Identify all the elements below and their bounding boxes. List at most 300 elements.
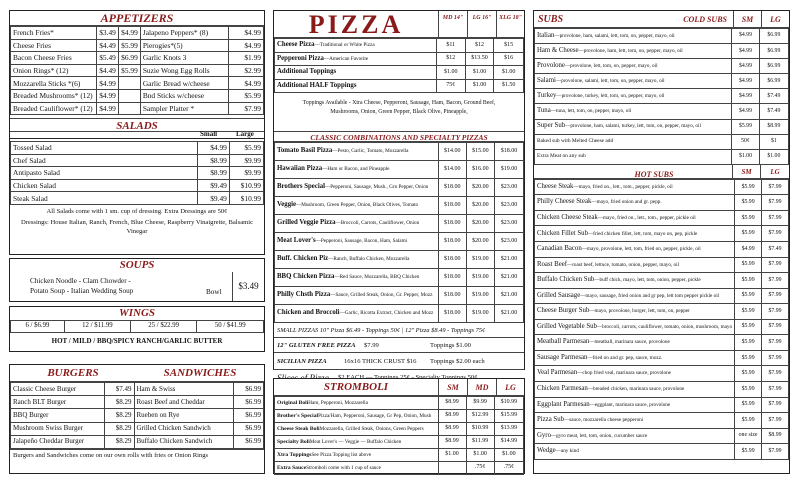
pizza-table (274, 38, 524, 93)
cold-sub-row (535, 89, 789, 104)
combo-row (275, 269, 524, 287)
appetizer-price: $4.99 (96, 77, 118, 90)
hot-sub-row (535, 381, 789, 397)
burgers-title: BURGERS (47, 367, 99, 379)
cold-sub-row-name: Tuna (537, 107, 551, 115)
hot-sub-row-name: Canadian Bacon (537, 245, 582, 253)
pizza-row-desc (275, 79, 437, 93)
combo-row-price: $19.00 (466, 269, 494, 287)
hot-sub-row-detail: —broccoli, carrots, cauliflower, tomato, onion, mushroom, mayo (596, 323, 733, 330)
cold-sub-row (535, 59, 789, 74)
hot-sub-row-detail: —mayo, provolone, burger, lett, tom, on, pepper (589, 308, 690, 315)
stromboli-row-detail: Stromboli come with 1 cup of sauce (306, 464, 381, 471)
salad-price: $9.49 (197, 179, 229, 192)
stromboli-title: STROMBOLI (323, 381, 389, 393)
cold-sub-row-detail: —provolone, ham, salami, turkey, lett, tom, on, pepper, mayo, oil (565, 123, 701, 130)
hot-sub-row-detail: —gyro meat, lett, tom, onion, cucumber sauce (550, 432, 648, 439)
stromboli-row-price: $8.99 (438, 410, 466, 423)
combo-row-name: Chicken and Broccoli (277, 309, 340, 317)
stromboli-col-md: MD (467, 379, 496, 395)
cold-sub-row (535, 74, 789, 89)
hot-sub-row-price: $5.99 (735, 179, 762, 195)
stromboli-row-desc (275, 449, 439, 462)
burger-name: Jalapeño Cheddar Burger (11, 435, 105, 448)
cold-sub-row-detail: —provolone, ham, salami, lett, tom, on, pepper, mayo, oil (554, 32, 675, 39)
combo-row-price: $21.00 (494, 269, 523, 287)
hot-sub-row-desc (535, 242, 735, 258)
pizza-row-price: $11 (436, 39, 465, 53)
combo-row-price: $23.00 (494, 197, 523, 215)
hot-sub-row-price: $5.99 (735, 273, 762, 289)
hot-sub-row-price: $5.99 (735, 350, 762, 366)
subs-col-lg: LG (761, 11, 789, 27)
hot-sub-row-detail: —breaded chicken, marinara sauce, provolone (587, 385, 685, 392)
cold-sub-row-desc (535, 119, 732, 134)
subs-col-sm: SM (733, 11, 761, 27)
burgers-table (10, 382, 264, 449)
hot-sub-row-name: Wedge (537, 447, 556, 455)
sandwich-price: $6.99 (234, 409, 264, 422)
burger-price: $8.29 (104, 435, 134, 448)
stromboli-row (275, 423, 524, 436)
hot-sub-row (535, 444, 789, 460)
appetizer-price: $1.99 (229, 52, 264, 65)
appetizer-price: $4.49 (96, 39, 118, 52)
hot-sub-row-detail: —fried chicken fillet, lett, tom, mayo on, pep, pickle (587, 230, 698, 237)
stromboli-row-price: $8.99 (438, 397, 466, 410)
cold-sub-row-detail: —tuna, lett, tom, on, pepper, mayo, oil (550, 108, 632, 115)
cold-sub-row-price: $4.99 (732, 89, 759, 104)
cold-sub-row (535, 44, 789, 59)
hot-sub-row-price: $7.99 (762, 381, 789, 397)
appetizer-row (11, 52, 264, 65)
burger-sandwich-row (11, 435, 264, 448)
hot-sub-row-desc (535, 210, 735, 226)
cold-sub-row-desc (535, 44, 732, 59)
cold-sub-row-name: Super Sub (537, 122, 566, 130)
combo-row-price: $21.00 (494, 287, 523, 305)
appetizer-name: Cheese Fries (11, 39, 97, 52)
combo-row-price: $18.00 (438, 179, 466, 197)
burger-price: $8.29 (104, 396, 134, 409)
combo-row-price: $20.00 (466, 215, 494, 233)
appetizer-row (11, 39, 264, 52)
combo-table (274, 142, 524, 323)
hot-sub-row-desc (535, 335, 735, 351)
pizza-row-desc (275, 66, 437, 80)
burger-sandwich-row (11, 409, 264, 422)
combo-row (275, 233, 524, 251)
hot-sub-row-name: Chicken Fillet Sub (537, 229, 588, 237)
pizza-row-price: $1.00 (436, 66, 465, 80)
combo-row (275, 287, 524, 305)
hot-sub-row-price: $5.99 (735, 288, 762, 304)
salad-price: $5.99 (229, 142, 263, 155)
hot-sub-row-desc (535, 288, 735, 304)
salads-small-header: Small (200, 130, 218, 138)
hot-sub-row-detail: —roast beef, lettuce, tomato, onion, pepper, mayo, oil (567, 261, 680, 268)
wings-title: WINGS (118, 307, 156, 319)
hot-sub-row-price: $5.99 (735, 304, 762, 320)
appetizer-price: $4.99 (96, 89, 118, 102)
appetizer-price: $4.99 (229, 77, 264, 90)
stromboli-row (275, 397, 524, 410)
cold-subs-table (534, 28, 789, 165)
stromboli-row-desc (275, 397, 439, 410)
sandwich-price: $6.99 (234, 422, 264, 435)
pizza-row-price: $15 (494, 39, 524, 53)
cold-sub-row-price: $4.99 (732, 44, 759, 59)
appetizer-price: $2.99 (229, 64, 264, 77)
combo-row-price: $18.00 (438, 215, 466, 233)
combo-row-price: $23.00 (494, 179, 523, 197)
combo-row-name: Brothers Special (277, 183, 326, 191)
pizza-row-price: 75¢ (436, 79, 465, 93)
hot-sub-row-desc (535, 319, 735, 335)
cold-sub-row-desc (535, 29, 732, 44)
combo-row-price: $20.00 (466, 233, 494, 251)
appetizer-price: $5.49 (96, 52, 118, 65)
hot-sub-row-name: Grilled Sausage (537, 291, 581, 299)
combo-row-detail: —Pepperoni, Sausage, Bacon, Ham, Salami (315, 238, 408, 245)
appetizer-name: Pierogies*(5) (140, 39, 228, 52)
appetizer-name: Mozzarella Sticks *(6) (11, 77, 97, 90)
combo-row (275, 179, 524, 197)
hot-sub-row-name: Chicken Cheese Steak (537, 213, 598, 221)
salad-price: $8.99 (197, 167, 229, 180)
appetizer-price: $4.99 (229, 27, 264, 40)
cold-sub-row-detail: —provolone, salami, lett, tom, on, pepper, mayo, oil (555, 78, 665, 85)
hot-sub-row (535, 288, 789, 304)
combo-row-desc (275, 287, 439, 305)
combo-row-price: $18.00 (438, 269, 466, 287)
combo-row (275, 161, 524, 179)
combo-row-price: $16.00 (466, 161, 494, 179)
combo-row-detail: —Pepperoni, Sausage, Mush., Grn Pepper, Onion (325, 184, 429, 191)
combo-row-name: Hawaiian Pizza (277, 165, 323, 173)
hot-sub-row-desc (535, 350, 735, 366)
pizza-title: PIZZA (308, 10, 404, 39)
cold-sub-row-price: $4.99 (732, 29, 759, 44)
pizza-row-name: Cheese Pizza (277, 41, 315, 48)
cold-sub-row (535, 119, 789, 134)
cold-sub-row-price: $1.00 (759, 149, 788, 164)
combo-row-name: Philly Chsth Pizza (277, 291, 331, 299)
hot-sub-row (535, 179, 789, 195)
hot-sub-row-desc (535, 273, 735, 289)
hot-sub-row-price: $7.99 (762, 179, 789, 195)
subs-panel (533, 10, 790, 474)
hot-sub-row-name: Roast Beef (537, 260, 568, 268)
hot-sub-row-price: $5.99 (735, 195, 762, 211)
appetizer-price: $5.99 (229, 89, 264, 102)
appetizer-price: $4.99 (118, 27, 140, 40)
pizza-row-price: $13.50 (465, 52, 494, 66)
cold-sub-row-detail: —provolone, turkey, lett, tom, on, pepper, mayo, oil (556, 93, 665, 100)
cold-subs-title: COLD SUBS (683, 15, 727, 24)
hot-sub-row-name: Cheese Steak (537, 182, 574, 190)
combo-row-detail: —Ham or Bacon, and Pineapple (322, 166, 390, 173)
burger-name: Classic Cheese Burger (11, 383, 105, 396)
combo-row-price: $20.00 (466, 197, 494, 215)
hot-sub-row-detail: —mayo, fried onion and gr. pepp. (591, 199, 662, 206)
combo-row (275, 197, 524, 215)
stromboli-row (275, 436, 524, 449)
hot-sub-row (535, 413, 789, 429)
pizza-col-xlg: XLG 18" (496, 11, 524, 37)
hot-sub-row-detail: —mayo, fried on., lett., tom., pepper, pickle, oil (573, 183, 673, 190)
hot-sub-row-price: $5.99 (735, 397, 762, 413)
burger-sandwich-row (11, 383, 264, 396)
salad-row (11, 142, 264, 155)
burger-price: $8.29 (104, 422, 134, 435)
pizza-row-price: $1.00 (465, 79, 494, 93)
cold-sub-row-price: $5.99 (732, 119, 759, 134)
cold-sub-row-price: $4.99 (732, 104, 759, 119)
burger-name: Mushroom Swiss Burger (11, 422, 105, 435)
wings-count-1: 6 / $6.99 (11, 321, 65, 333)
stromboli-row-price: $14.99 (494, 436, 523, 449)
hot-sub-row-detail: —meatball, marinara sauce, provolone (589, 339, 670, 346)
stromboli-row-price: $12.99 (466, 410, 494, 423)
hot-sub-row-desc (535, 257, 735, 273)
combo-row-desc (275, 143, 439, 161)
hot-sub-row-price: $5.99 (735, 257, 762, 273)
pizza-toppings: Toppings Available - Xtra Cheese, Pepperoni, Sausage, Ham, Bacon, Ground Beef, Mushrooms, Onion, Green Pepper, Black Olive, Pineapple, (302, 100, 496, 115)
stromboli-row-desc (275, 410, 439, 423)
cold-sub-row-name: Italian (537, 31, 555, 39)
salad-price: $10.99 (229, 179, 263, 192)
salad-name: Steak Salad (11, 192, 198, 205)
combo-row-price: $18.00 (438, 197, 466, 215)
hot-sub-row-name: Veal Parmesan (537, 369, 578, 377)
combo-row-price: $19.00 (466, 287, 494, 305)
burger-price: $7.49 (104, 383, 134, 396)
hot-sub-row-desc (535, 304, 735, 320)
hot-sub-row-desc (535, 226, 735, 242)
combo-row-desc (275, 233, 439, 251)
gluten-toppings: Toppings $1.00 (430, 342, 471, 349)
stromboli-row-price: $1.00 (494, 449, 523, 462)
cold-sub-row (535, 29, 789, 44)
combo-row-detail: —Garlic, Ricotta Extract, Chicken and Mozz (339, 310, 434, 317)
hot-subs-col-sm: SM (733, 165, 761, 178)
cold-sub-row-name: Turkey (537, 92, 557, 100)
hot-sub-row-price: $7.99 (762, 273, 789, 289)
salad-name: Tossed Salad (11, 142, 198, 155)
cold-sub-row-price: 50¢ (732, 134, 759, 149)
combo-row-price: $19.00 (466, 251, 494, 269)
pizza-row-detail: —Traditional or White Pizza (314, 42, 375, 48)
salads-panel (9, 138, 265, 255)
salad-price: $9.99 (229, 167, 263, 180)
salad-price: $8.99 (197, 154, 229, 167)
appetizer-price: $4.49 (96, 64, 118, 77)
sicilian: SICILIAN PIZZA (277, 358, 327, 365)
combo-row-price: $18.00 (494, 143, 523, 161)
hot-sub-row (535, 428, 789, 444)
appetizer-row (11, 27, 264, 40)
combo-row (275, 251, 524, 269)
cold-sub-row-desc (535, 134, 732, 149)
burger-name: Ranch BLT Burger (11, 396, 105, 409)
stromboli-row-price (438, 462, 466, 475)
hot-sub-row (535, 226, 789, 242)
cold-sub-row-desc (535, 89, 732, 104)
stromboli-row-price: $15.99 (494, 410, 523, 423)
combo-row-name: Grilled Veggie Pizza (277, 219, 336, 227)
combo-row-price: $19.00 (494, 161, 523, 179)
combo-title: CLASSIC COMBINATIONS AND SPECIALTY PIZZAS (274, 131, 524, 142)
appetizer-name: Sampler Platter * (140, 102, 228, 115)
hot-sub-row-price: $7.99 (762, 288, 789, 304)
burgers-panel (9, 364, 265, 474)
appetizers-title: APPETIZERS (10, 11, 264, 26)
cold-sub-row-detail: —provolone, lett, tom, on, pepper, mayo, oil (564, 62, 658, 69)
gluten-price: $7.99 (364, 342, 379, 349)
hot-sub-row-name: Philly Cheese Steak (537, 198, 592, 206)
appetizer-price: $4.99 (229, 39, 264, 52)
stromboli-row-detail: See Pizza Topping list above (311, 451, 372, 458)
hot-sub-row-price: $7.99 (762, 335, 789, 351)
combo-row-price: $21.00 (494, 251, 523, 269)
pizza-col-md: MD 14" (438, 11, 467, 37)
sandwich-name: Rueben on Rye (134, 409, 234, 422)
pizza-row (275, 39, 524, 53)
hot-sub-row-price: $7.99 (762, 210, 789, 226)
sandwich-price: $6.99 (234, 383, 264, 396)
cold-sub-row (535, 149, 789, 164)
sandwich-name: Ham & Swiss (134, 383, 234, 396)
appetizer-name: French Fries* (11, 27, 97, 40)
soups-line1: Chicken Noodle - Clam Chowder - (30, 277, 131, 285)
stromboli-col-sm: SM (438, 379, 467, 395)
stromboli-row (275, 449, 524, 462)
combo-row-detail: —Mushroom, Green Pepper, Onion, Black Olives, Tomato (296, 202, 419, 209)
stromboli-row-name: Original Boli (277, 399, 309, 406)
hot-sub-row-price: $5.99 (735, 335, 762, 351)
hot-sub-row-desc (535, 428, 735, 444)
stromboli-row-name: Extra Sauce (277, 464, 307, 471)
hot-sub-row (535, 257, 789, 273)
pizza-row-name: Pepperoni Pizza (277, 54, 324, 62)
stromboli-row (275, 462, 524, 475)
appetizer-price: $4.99 (96, 102, 118, 115)
hot-sub-row-price: $5.99 (735, 210, 762, 226)
hot-subs-col-lg: LG (770, 167, 780, 176)
appetizer-name: Breaded Mushrooms* (12) (11, 89, 97, 102)
appetizer-name: Suzie Wong Egg Rolls (140, 64, 228, 77)
appetizer-row (11, 89, 264, 102)
stromboli-row-price: $9.99 (466, 397, 494, 410)
hot-subs-title: HOT SUBS (634, 170, 674, 179)
hot-sub-row (535, 350, 789, 366)
salad-price: $10.99 (229, 192, 263, 205)
combo-row-detail: —Sauce, Grilled Steak, Onion, Gr. Pepper, Mozz (330, 292, 433, 299)
appetizer-price: $6.99 (118, 52, 140, 65)
combo-row-detail: —Broccoli, Carrots, Cauliflower, Onion (335, 220, 420, 227)
stromboli-row-detail: Ham, Pepperoni, Mozzarella (308, 399, 368, 406)
salads-large-header: Large (236, 130, 254, 138)
combo-row-price: $23.00 (494, 215, 523, 233)
stromboli-row-price: .75¢ (494, 462, 523, 475)
pizza-panel (273, 10, 525, 370)
stromboli-row-desc (275, 423, 439, 436)
hot-sub-row-name: Grilled Vegetable Sub (537, 322, 597, 330)
appetizer-price (118, 77, 140, 90)
hot-sub-row-name: Gyro (537, 431, 551, 439)
pizza-row (275, 66, 524, 80)
soups-price: $3.49 (232, 272, 264, 301)
pizza-row-detail: —American Favorite (323, 55, 369, 62)
hot-sub-row-price: $5.99 (735, 366, 762, 382)
cold-sub-row-desc (535, 74, 732, 89)
hot-sub-row-desc (535, 413, 735, 429)
combo-row-price: $20.00 (466, 179, 494, 197)
soups-bowl: Bowl (206, 288, 222, 296)
cold-sub-row-price: $6.99 (759, 44, 788, 59)
hot-sub-row-price: $7.99 (762, 319, 789, 335)
cold-sub-row-price: $8.99 (759, 119, 788, 134)
cold-sub-row-price: $7.49 (759, 89, 788, 104)
stromboli-row-price: $10.99 (466, 423, 494, 436)
hot-sub-row (535, 273, 789, 289)
combo-row-desc (275, 305, 439, 323)
wings-flavors: HOT / MILD / BBQ/SPICY RANCH/GARLIC BUTTER (51, 337, 223, 345)
appetizer-name: Garlic Knots 3 (140, 52, 228, 65)
hot-sub-row-desc (535, 179, 735, 195)
combo-row-desc (275, 215, 439, 233)
salad-price: $9.99 (229, 154, 263, 167)
burger-note: Burgers and Sandwiches come on our own rolls with fries or Onion Rings (10, 449, 264, 461)
stromboli-table (274, 396, 524, 475)
hot-sub-row-name: Buffalo Chicken Sub (537, 276, 595, 284)
stromboli-row-desc (275, 436, 439, 449)
cold-sub-row-price: $6.99 (759, 74, 788, 89)
hot-sub-row-price: $7.99 (762, 195, 789, 211)
hot-sub-row-desc (535, 195, 735, 211)
combo-row-detail: —Red Sauce, Mozzarella, BBQ Chicken (334, 274, 420, 281)
stromboli-col-lg: LG (496, 379, 524, 395)
combo-row-price: $23.00 (494, 233, 523, 251)
hot-sub-row-desc (535, 381, 735, 397)
stromboli-row-price: $10.99 (494, 397, 523, 410)
hot-sub-row-price: $7.49 (762, 242, 789, 258)
pizza-row-price: $12 (436, 52, 465, 66)
hot-sub-row-price: one size (735, 428, 762, 444)
hot-sub-row-detail: —mayo, provolone, lett, tom, fried on, pepper, pickle, oil (581, 246, 701, 253)
hot-sub-row-name: Eggplant Parmesan (537, 400, 590, 408)
burger-sandwich-row (11, 422, 264, 435)
hot-sub-row-price: $7.99 (762, 397, 789, 413)
cold-sub-row (535, 134, 789, 149)
cold-sub-row-price: $1 (759, 134, 788, 149)
hot-sub-row-price: $5.99 (735, 319, 762, 335)
stromboli-row-price: $1.00 (466, 449, 494, 462)
cold-sub-row-detail: —provolone, ham, lett, tom, on, pepper, mayo, oil (578, 47, 683, 54)
combo-row-name: Meat Lover's (277, 237, 316, 245)
sandwiches-title: SANDWICHES (163, 367, 237, 379)
appetizer-name: Breaded Cauliflower* (12) (11, 102, 97, 115)
hot-sub-row-price: $7.99 (762, 444, 789, 460)
salads-dressings: Dressings: House Italian, Ranch, French, Blue Cheese, Raspberry Vinaigrette, Balsamic Vinegar (20, 218, 254, 235)
hot-sub-row-price: $7.99 (762, 257, 789, 273)
hot-sub-row-detail: —eggplant, marinara sauce, provolone (589, 401, 671, 408)
combo-row-price: $14.00 (438, 161, 466, 179)
hot-sub-row-detail: —buff chick, mayo, lett, tom, onion, pepper, pickle (594, 277, 701, 284)
stromboli-row-detail: Pizza/Ham, Pepperoni, Sausage, Gr Pep, Onion, Mush (318, 412, 432, 419)
cold-sub-row-price: $7.49 (759, 104, 788, 119)
